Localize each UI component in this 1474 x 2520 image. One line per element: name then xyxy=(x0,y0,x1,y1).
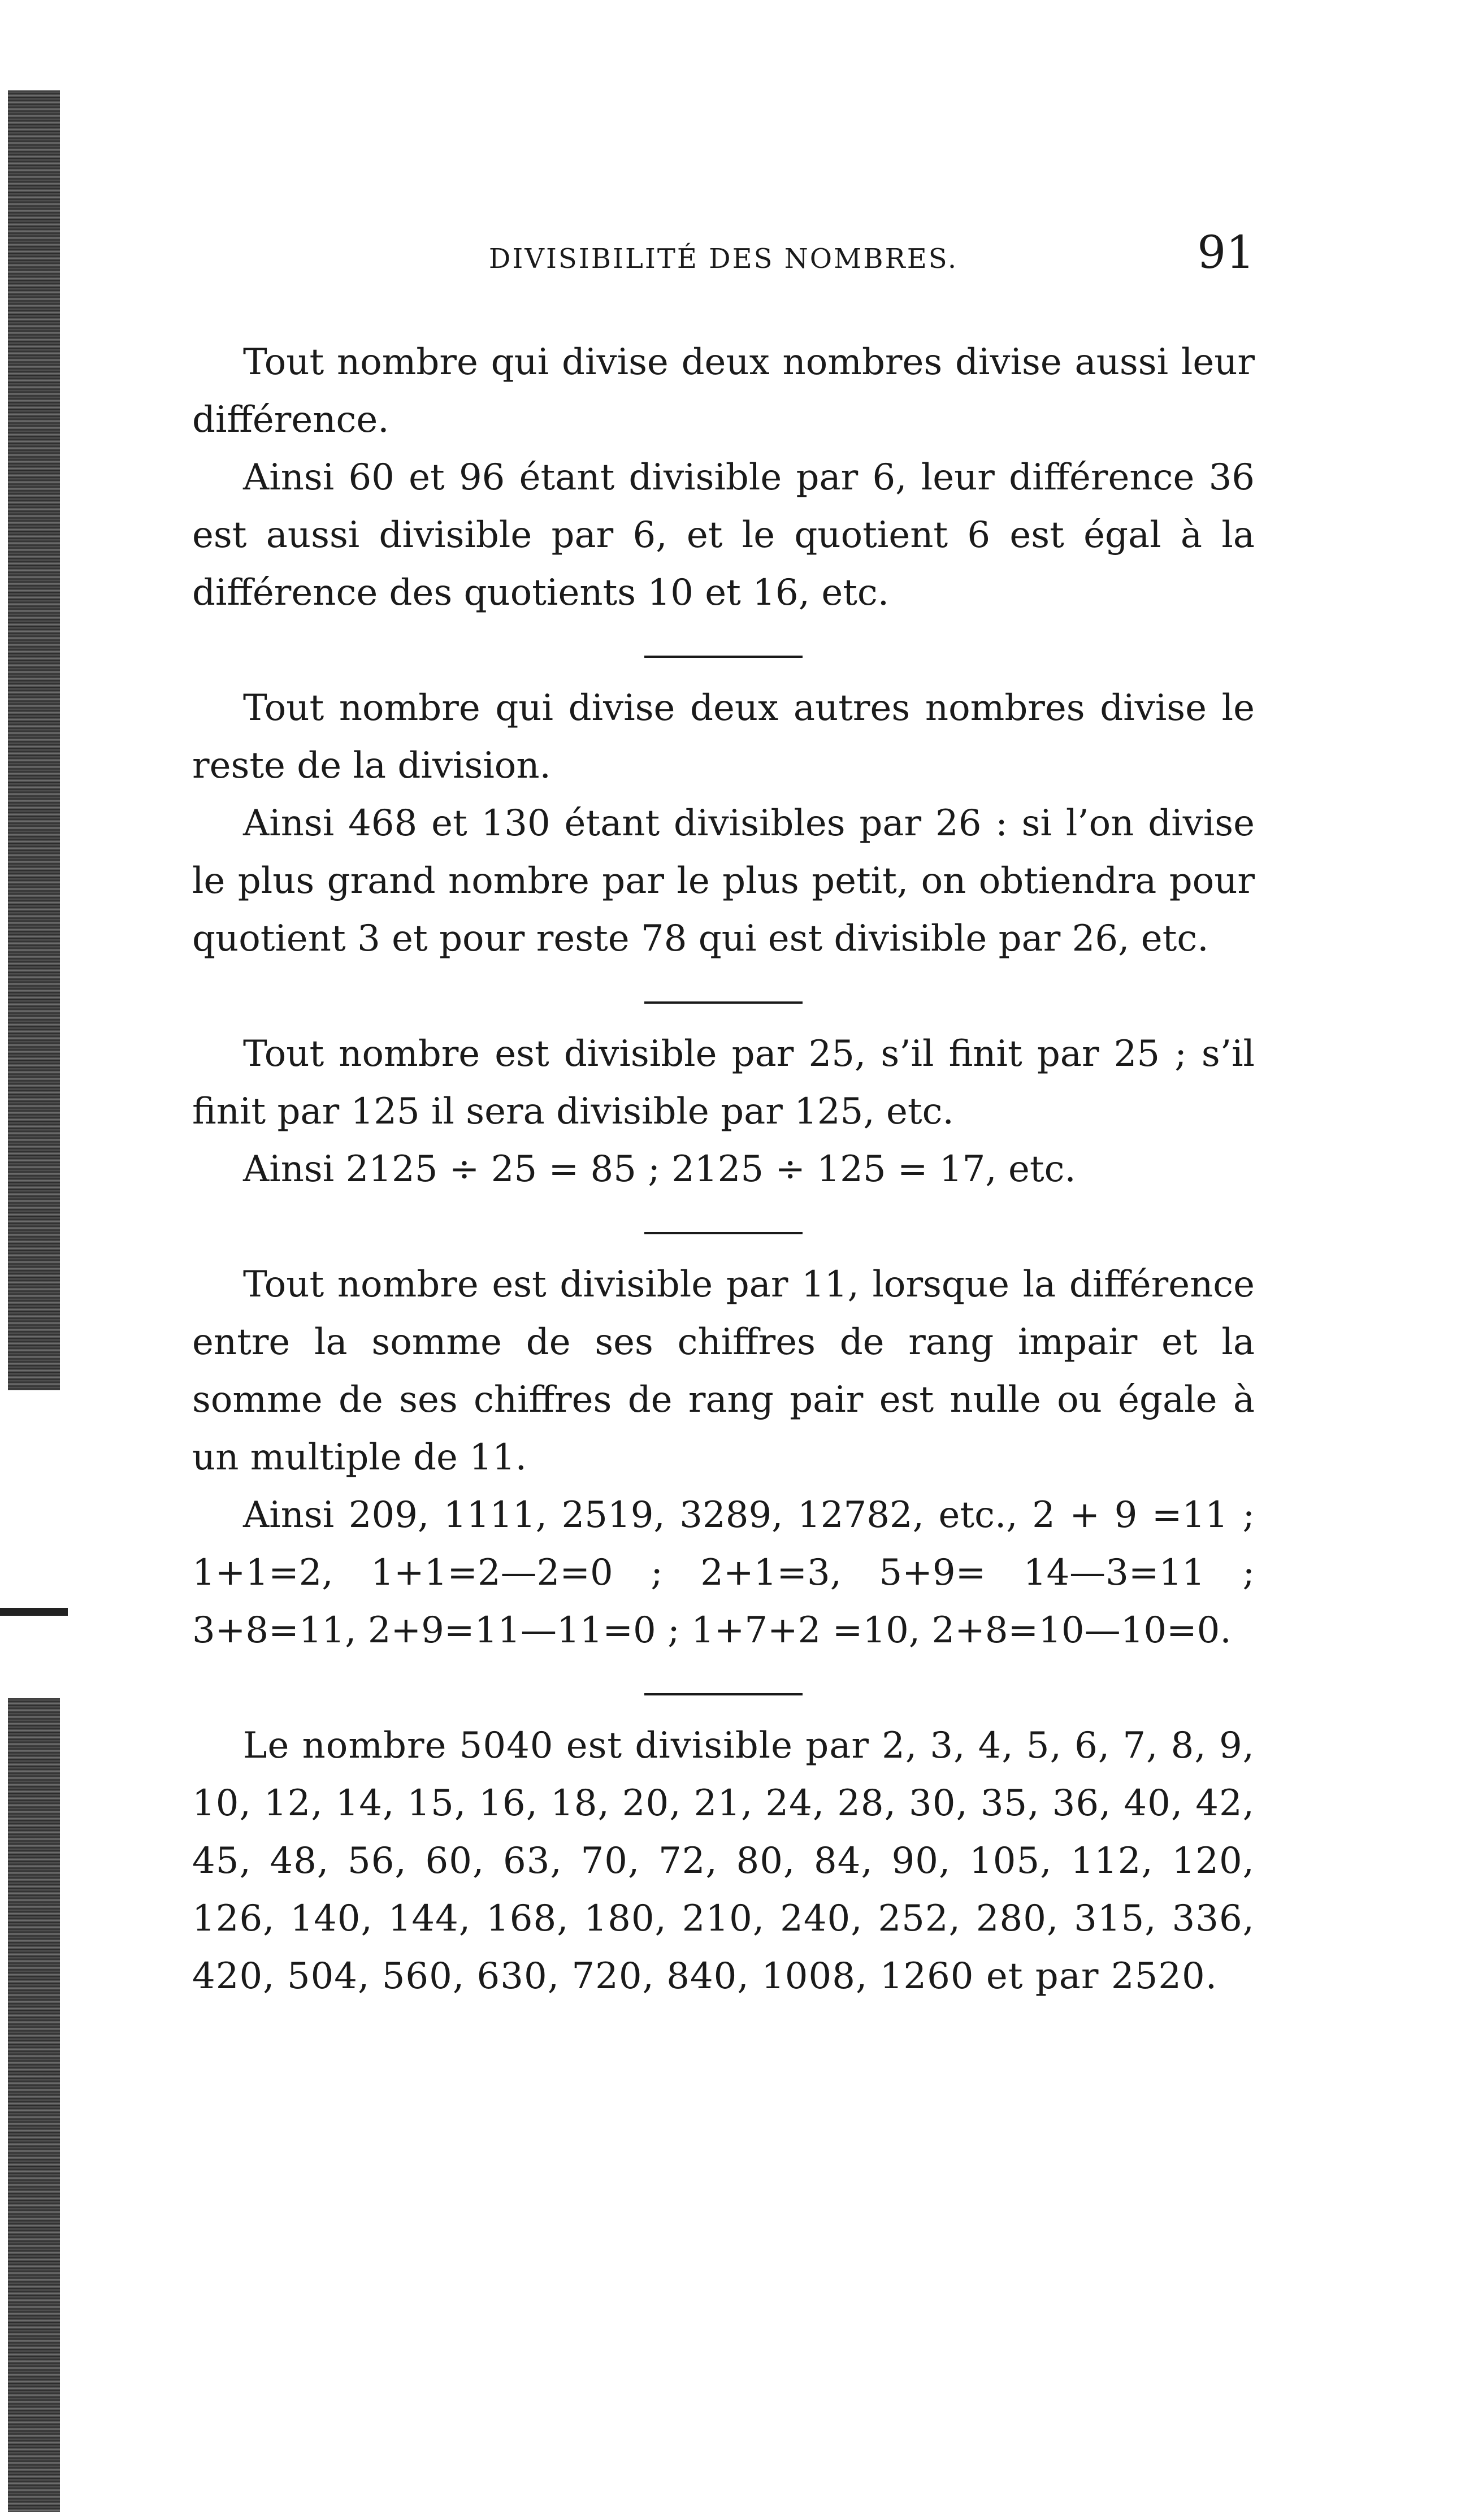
section-divisible-11 xyxy=(192,1256,1255,1659)
rule-example: Ainsi 468 et 130 étant divisibles par 26 : si l’on divise le plus grand nombre par le plus petit, on obtiendra pour quotient 3 et pour reste 78 qui est divisible par 26, etc. xyxy=(192,803,1255,960)
section-difference xyxy=(192,333,1255,622)
rule-statement: Tout nombre qui divise deux autres nombres divise le reste de la division. xyxy=(192,687,1255,787)
book-page xyxy=(192,226,1255,2005)
section-divider xyxy=(644,1693,803,1695)
page-header xyxy=(192,226,1255,294)
section-divider xyxy=(644,1001,803,1004)
section-divider xyxy=(644,656,803,658)
binding-edge-bottom xyxy=(8,1698,60,2512)
binding-edge-mark xyxy=(0,1608,68,1616)
section-5040 xyxy=(192,1717,1255,2005)
divisors-list: Le nombre 5040 est divisible par 2, 3, 4, 5, 6, 7, 8, 9, 10, 12, 14, 15, 16, 18, 20, 21, 24, 28, 30, 35, 36, 40, 42, 45, 48, 56, 60, 63, 70, 72, 80, 84, 90, 105, 112, 120, 126, 140, 144, 168, 180, 210, 240, 252, 280, 315, 336, 420, 504, 560, 630, 720, 840, 1008, 1260 et par 2520. xyxy=(192,1725,1255,1997)
rule-example: Ainsi 209, 1111, 2519, 3289, 12782, etc., 2 + 9 =11 ; 1+1=2, 1+1=2—2=0 ; 2+1=3, 5+9= 14—3=11 ; 3+8=11, 2+9=11—11=0 ; 1+7+2 =10, 2+8=10—10=0. xyxy=(192,1494,1255,1651)
running-head: DIVISIBILITÉ DES NOMBRES. xyxy=(488,243,959,275)
section-divisible-25 xyxy=(192,1025,1255,1198)
rule-statement: Tout nombre est divisible par 11, lorsque la différence entre la somme de ses chiffres de rang impair et la somme de ses chiffres de rang pair est nulle ou égale à un multiple de 11. xyxy=(192,1264,1255,1478)
rule-example: Ainsi 60 et 96 étant divisible par 6, leur différence 36 est aussi divisible par 6, et le quotient 6 est égal à la différence des quotients 10 et 16, etc. xyxy=(192,457,1255,614)
section-divider xyxy=(644,1232,803,1234)
rule-example: Ainsi 2125 ÷ 25 = 85 ; 2125 ÷ 125 = 17, etc. xyxy=(243,1148,1076,1190)
page-number: 91 xyxy=(1197,226,1255,279)
section-remainder xyxy=(192,679,1255,968)
binding-edge-top xyxy=(8,90,60,1390)
rule-statement: Tout nombre qui divise deux nombres divise aussi leur différence. xyxy=(192,341,1255,441)
rule-statement: Tout nombre est divisible par 25, s’il finit par 25 ; s’il finit par 125 il sera divisible par 125, etc. xyxy=(192,1033,1255,1133)
